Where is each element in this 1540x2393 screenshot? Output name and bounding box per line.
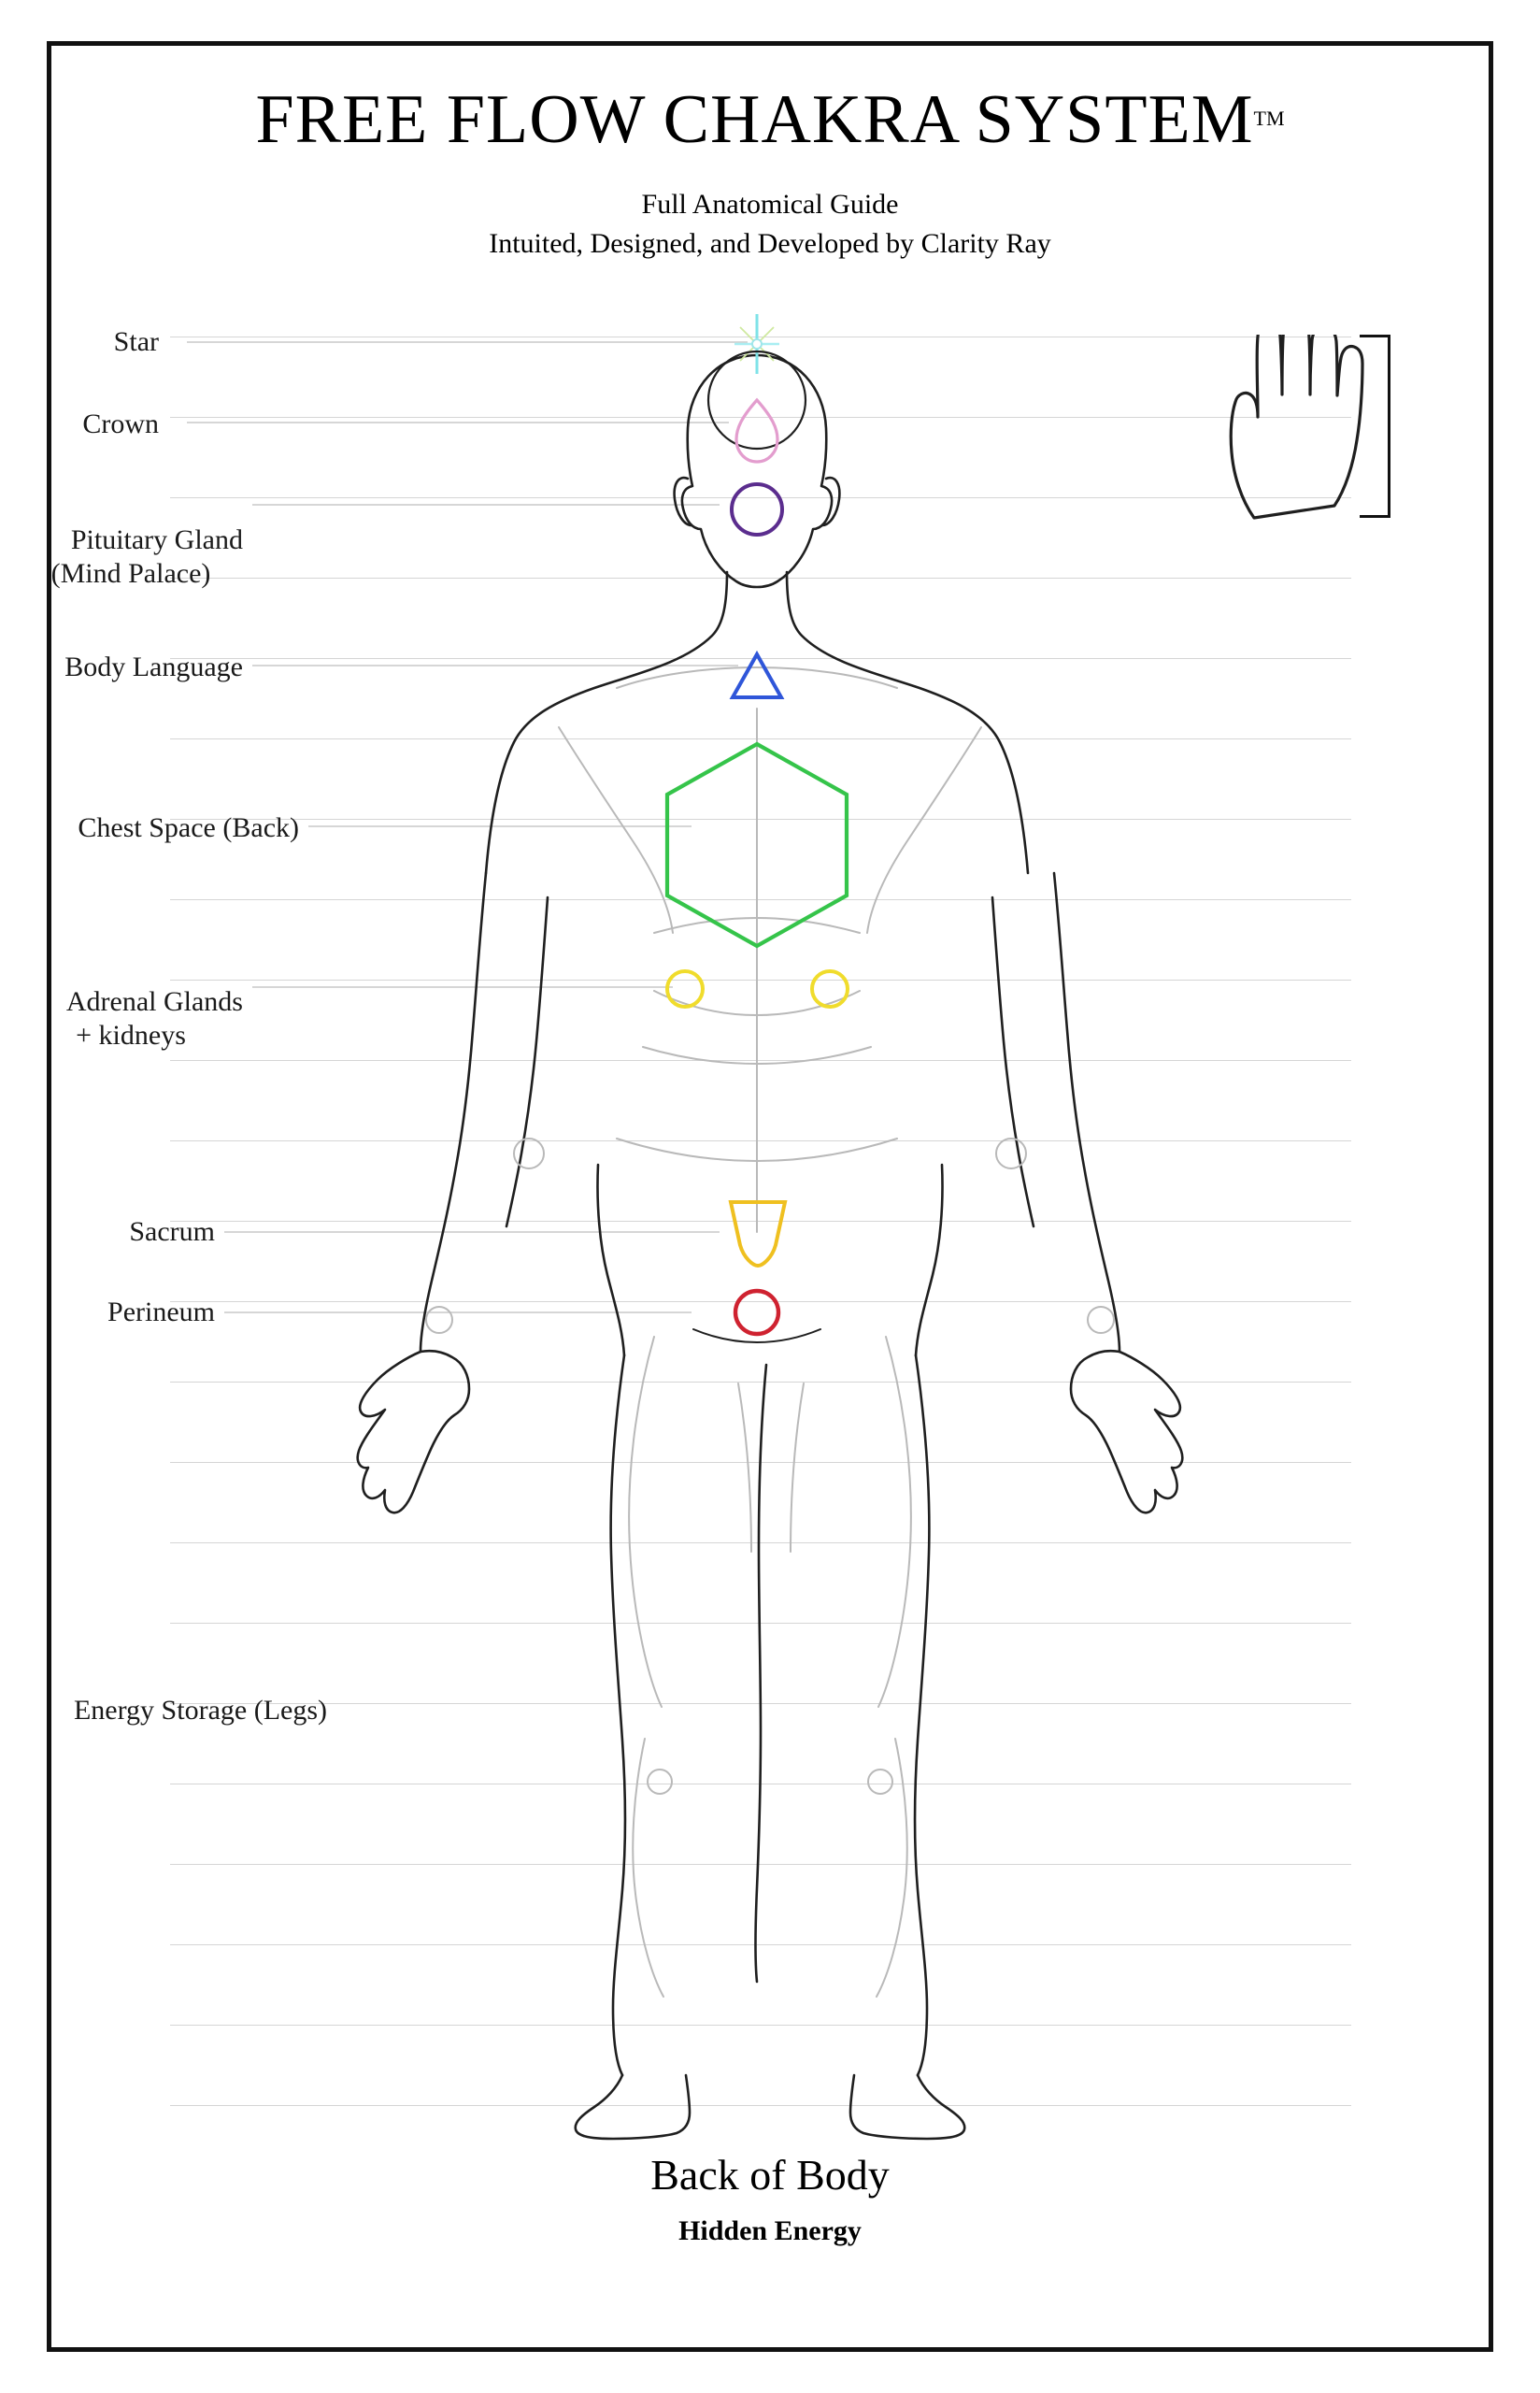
- leg-right-outer: [915, 1355, 929, 2075]
- hand-left: [358, 1351, 469, 1512]
- wrist-joint-right: [1088, 1307, 1114, 1333]
- label-sacrum: Sacrum: [129, 1216, 215, 1247]
- arm-left-outer: [421, 873, 486, 1352]
- chakra-perineum-circle-icon: [735, 1291, 778, 1334]
- wrist-joint-left: [426, 1307, 452, 1333]
- inner-thigh-left: [738, 1383, 751, 1552]
- arm-left-inner: [506, 897, 548, 1226]
- back-muscle-right: [867, 727, 981, 933]
- label-body-language: Body Language: [64, 652, 243, 682]
- label-perineum: Perineum: [107, 1297, 215, 1327]
- foot-left: [576, 2075, 690, 2139]
- leg-left-outer: [611, 1355, 625, 2075]
- chakra-adrenal-left-circle-icon: [667, 971, 703, 1007]
- arm-right-outer: [1054, 873, 1119, 1352]
- trademark-symbol: TM: [1253, 107, 1285, 130]
- elbow-joint-right: [996, 1139, 1026, 1168]
- label-adrenal-glands-text: Adrenal Glands: [65, 986, 243, 1017]
- hand-right: [1071, 1351, 1182, 1512]
- head-outline: [682, 355, 832, 587]
- back-muscle-left: [559, 727, 673, 933]
- chakra-star-icon: [734, 314, 779, 374]
- label-pituitary-gland-sub: (Mind Palace): [50, 558, 211, 589]
- elbow-joint-left: [514, 1139, 544, 1168]
- thigh-detail-left: [629, 1337, 662, 1707]
- hand-icon: [1215, 335, 1383, 522]
- subtitle-line-1: Full Anatomical Guide: [641, 189, 899, 220]
- arm-right-inner: [992, 897, 1034, 1226]
- hand-bracket: [1360, 335, 1390, 518]
- chakra-throat-triangle-icon: [733, 654, 781, 697]
- chakra-crown-teardrop-icon: [736, 400, 777, 462]
- label-star: Star: [113, 326, 159, 357]
- label-pituitary-gland-text: Pituitary Gland: [70, 524, 243, 555]
- label-energy-storage-legs: Energy Storage (Legs): [73, 1695, 327, 1726]
- label-chest-space-back: Chest Space (Back): [78, 812, 299, 843]
- label-adrenal-glands-sub: + kidneys: [76, 1020, 186, 1051]
- inner-thigh-right: [791, 1383, 804, 1552]
- thigh-detail-right: [878, 1337, 911, 1707]
- hip-left: [597, 1165, 624, 1355]
- label-crown: Crown: [82, 408, 159, 439]
- footer-title: Back of Body: [650, 2151, 890, 2199]
- knee-joint-left: [648, 1770, 672, 1794]
- torso-left-upper: [486, 572, 727, 873]
- torso-right-upper: [787, 572, 1028, 873]
- chakra-pituitary-circle-icon: [732, 484, 782, 535]
- foot-right: [850, 2075, 964, 2139]
- hip-right: [916, 1165, 943, 1355]
- leg-inner-center: [756, 1365, 767, 1982]
- page-title-text: FREE FLOW CHAKRA SYSTEM: [255, 81, 1254, 158]
- trapezius-line: [617, 667, 897, 688]
- footer-subtitle: Hidden Energy: [678, 2215, 862, 2246]
- subtitle-line-2: Intuited, Designed, and Developed by Clarity Ray: [489, 228, 1051, 259]
- chakra-adrenal-right-circle-icon: [812, 971, 848, 1007]
- knee-joint-right: [868, 1770, 892, 1794]
